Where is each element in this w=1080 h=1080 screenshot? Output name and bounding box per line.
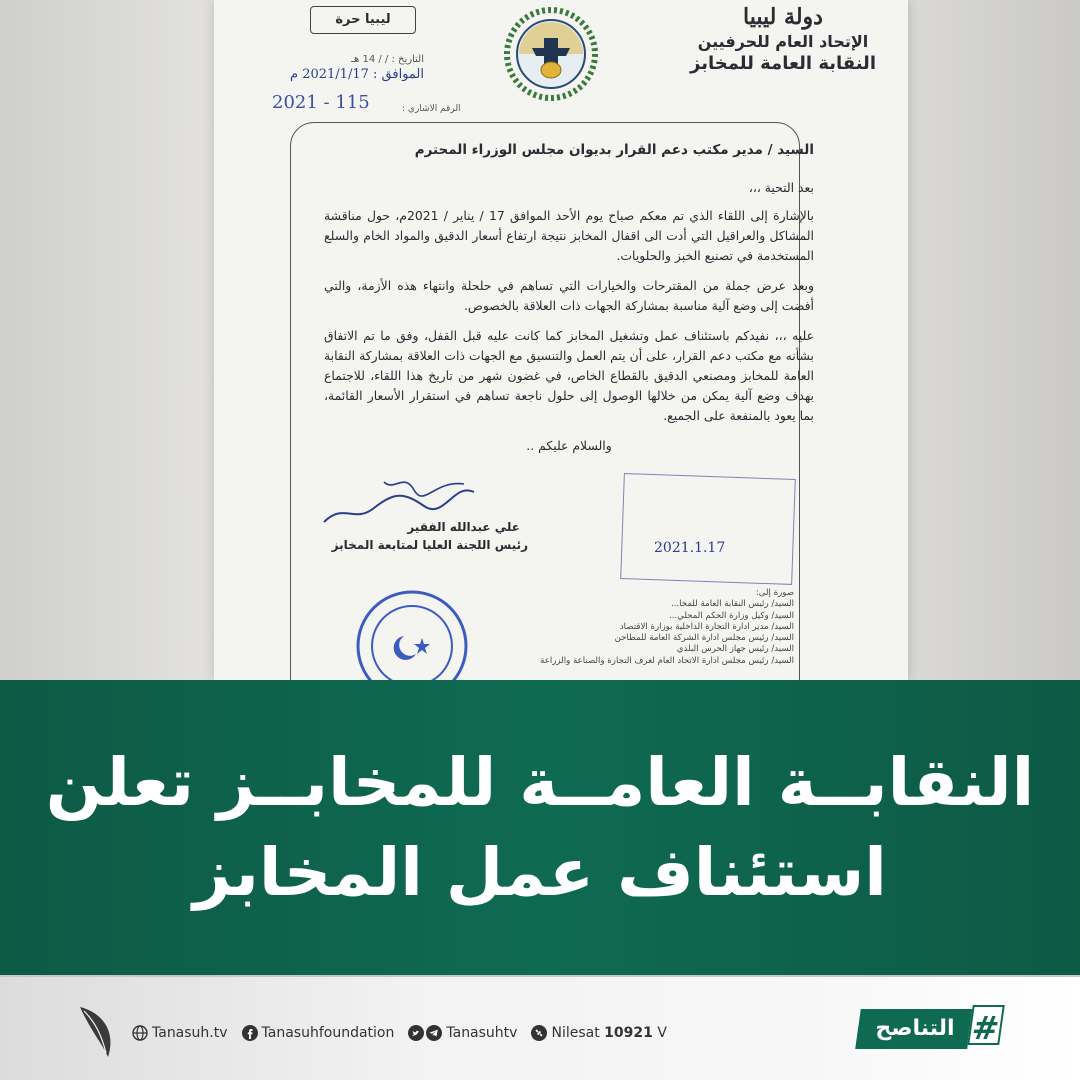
- footer-links: [132, 1025, 681, 1041]
- social-text: Tanasuhtv: [446, 1025, 518, 1041]
- brand-name: التناصح: [875, 1016, 955, 1041]
- nilesat-label: Nilesat: [551, 1025, 600, 1041]
- headline-line2: استئناف عمل المخابز: [193, 833, 887, 911]
- paragraph-3: عليه ،،، نفيدكم باستئناف عمل وتشغيل المخابز كما كانت عليه قبل القفل، وفق ما تم الاتفاق بشأنه مع مكتب دعم القرار، على أن يتم العمل والتنسيق مع الجهات ذات العلاقة بمشاركة النقابة العامة للمخابز ومصنعي الدقيق بالقطاع الخاص، في غضون شهر من تاريخ هذا اللقاء، للاجتماع بهدف وضع آلية يمكن من خلالها الوصول إلى حلول ناجعة تساهم في استقرار الأسعار القائمة، بما يعود بالمنفعة على الجميع.: [324, 328, 814, 423]
- reference-number: 2021 - 115: [272, 92, 370, 113]
- satellite-icon: [531, 1025, 547, 1041]
- stamp-date: 2021.1.17: [654, 540, 726, 556]
- free-libya-box: ليبيا حرة: [310, 6, 416, 34]
- website-link[interactable]: [132, 1025, 228, 1041]
- cc-item: السيد/ رئيس النقابة العامة للمخا...: [670, 599, 794, 610]
- website-text: Tanasuh.tv: [152, 1025, 228, 1041]
- cc-item: السيد/ مدير ادارة التجارة الداخلية بوزارة الاقتصاد: [619, 621, 794, 632]
- org-line1: الإتحاد العام للحرفيين: [697, 32, 869, 51]
- cc-item: السيد/ رئيس جهاز الحرس البلدي: [676, 644, 794, 655]
- nilesat-info: [531, 1025, 666, 1041]
- cc-title: صورة إلى:: [755, 588, 794, 598]
- date-hijri: التاريخ : / / 14 هـ: [351, 54, 424, 65]
- footer-divider: [0, 975, 1080, 977]
- state-name: دولة ليبيا: [743, 4, 823, 30]
- signatory-name: علي عبدالله الفقير: [407, 520, 520, 534]
- closing: والسلام عليكم ..: [526, 438, 612, 453]
- cc-item: السيد/ رئيس مجلس ادارة الاتحاد العام لغرف التجارة والصناعة والزراعة: [540, 655, 794, 666]
- date-gregorian: الموافق : 2021/1/17 م: [290, 67, 424, 82]
- date-block: [274, 52, 424, 82]
- telegram-icon: [426, 1025, 442, 1041]
- paragraph-1: بالإشارة إلى اللقاء الذي تم معكم صباح يوم الأحد الموافق 17 / يناير / 2021م، حول مناقشة المشاكل والعراقيل التي أدت الى اقفال المخابز نتيجة ارتفاع أسعار الدقيق والمواد الخام والسلع المستخدمة في تصنيع الخبز والحلويات.: [324, 208, 815, 263]
- hashtag-icon: #: [967, 1005, 1005, 1045]
- social-link[interactable]: [408, 1025, 517, 1041]
- twitter-icon: [408, 1025, 424, 1041]
- receipt-stamp: [620, 473, 796, 585]
- tanasuh-brand-logo: [858, 1009, 1008, 1053]
- reference-label: الرقم الاشاري :: [402, 104, 461, 114]
- letterhead-org: [688, 4, 878, 74]
- cc-item: السيد/ وكيل وزارة الحكم المحلي...: [668, 610, 794, 621]
- letter-body: [324, 140, 814, 456]
- round-seal-icon: [354, 588, 470, 680]
- quill-logo-icon: [74, 1003, 118, 1059]
- org-line2: النقابة العامة للمخابز: [690, 53, 876, 74]
- recipient-line: السيد / مدير مكتب دعم القرار بديوان مجلس الوزراء المحترم: [414, 142, 814, 158]
- greeting: بعد التحية ،،،: [748, 180, 814, 195]
- paragraph-2: وبعد عرض جملة من المقترحات والخيارات التي تساهم في حلحلة وانتهاء هذه الأزمة، والتي أفضت إلى وضع آلية مناسبة بمشاركة الجهات ذات العلاقة بالخصوص.: [324, 278, 814, 313]
- headline-line1: النقابــة العامــة للمخابــز تعلن: [45, 743, 1035, 821]
- facebook-text: Tanasuhfoundation: [261, 1025, 395, 1041]
- footer-bar: [0, 975, 1080, 1080]
- cc-list: [514, 588, 794, 667]
- letter-document: [214, 0, 908, 680]
- signatory-title: رئيس اللجنة العليا لمتابعة المخابز: [331, 538, 528, 552]
- union-emblem-icon: [492, 4, 610, 104]
- facebook-icon: [242, 1025, 258, 1041]
- nilesat-frequency: 10921: [604, 1025, 653, 1041]
- nilesat-polarization: V: [657, 1025, 667, 1041]
- globe-icon: [132, 1025, 148, 1041]
- cc-item: السيد/ رئيس مجلس ادارة الشركة العامة للمطاحن: [614, 633, 794, 644]
- headline-banner: [0, 680, 1080, 975]
- facebook-link[interactable]: [242, 1025, 395, 1041]
